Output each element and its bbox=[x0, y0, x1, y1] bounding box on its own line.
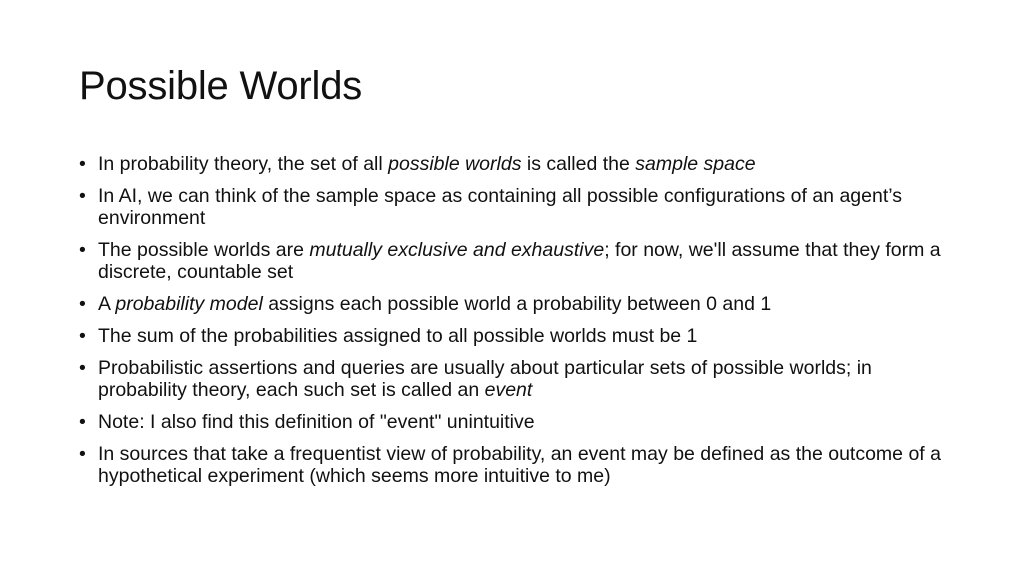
bullet-dot-icon: • bbox=[79, 443, 86, 465]
bullet-item bbox=[79, 443, 959, 487]
bullet-text: is called the bbox=[521, 153, 636, 175]
bullet-text: In sources that take a frequentist view of probability, an event may be defined as the outcome of a hypothetical experiment (which seems more intuitive to me) bbox=[98, 443, 941, 487]
bullet-item bbox=[79, 153, 959, 175]
bullet-emphasis-text: event bbox=[484, 379, 533, 401]
bullet-text: In AI, we can think of the sample space as containing all possible configurations of an agent’s environment bbox=[98, 185, 902, 229]
bullet-text: Note: I also find this definition of "event" unintuitive bbox=[98, 411, 535, 433]
bullet-dot-icon: • bbox=[79, 153, 86, 175]
bullet-dot-icon: • bbox=[79, 325, 86, 347]
bullet-text: ; for now, we'll assume that they form a discrete, countable set bbox=[98, 239, 941, 283]
bullet-text: assigns each possible world a probability between 0 and 1 bbox=[262, 293, 772, 315]
bullet-dot-icon: • bbox=[79, 411, 86, 433]
bullet-dot-icon: • bbox=[79, 239, 86, 261]
bullet-item bbox=[79, 185, 959, 229]
bullet-text: Probabilistic assertions and queries are usually about particular sets of possible worlds; in probability theory, each such set is called an bbox=[98, 357, 872, 401]
bullet-item bbox=[79, 411, 959, 433]
bullet-text: The sum of the probabilities assigned to all possible worlds must be 1 bbox=[98, 325, 698, 347]
slide-title: Possible Worlds bbox=[79, 64, 363, 108]
bullet-item bbox=[79, 325, 959, 347]
bullet-text: The possible worlds are bbox=[98, 239, 310, 261]
bullet-emphasis-text: possible worlds bbox=[388, 153, 522, 175]
bullet-text: A bbox=[98, 293, 116, 315]
bullet-list bbox=[79, 153, 959, 497]
bullet-dot-icon: • bbox=[79, 293, 86, 315]
bullet-emphasis-text: probability model bbox=[115, 293, 263, 315]
bullet-dot-icon: • bbox=[79, 185, 86, 207]
bullet-item bbox=[79, 239, 959, 283]
bullet-text: In probability theory, the set of all bbox=[98, 153, 389, 175]
bullet-item bbox=[79, 293, 959, 315]
bullet-item bbox=[79, 357, 959, 401]
bullet-emphasis-text: mutually exclusive and exhaustive bbox=[309, 239, 605, 261]
bullet-dot-icon: • bbox=[79, 357, 86, 379]
bullet-emphasis-text: sample space bbox=[635, 153, 756, 175]
